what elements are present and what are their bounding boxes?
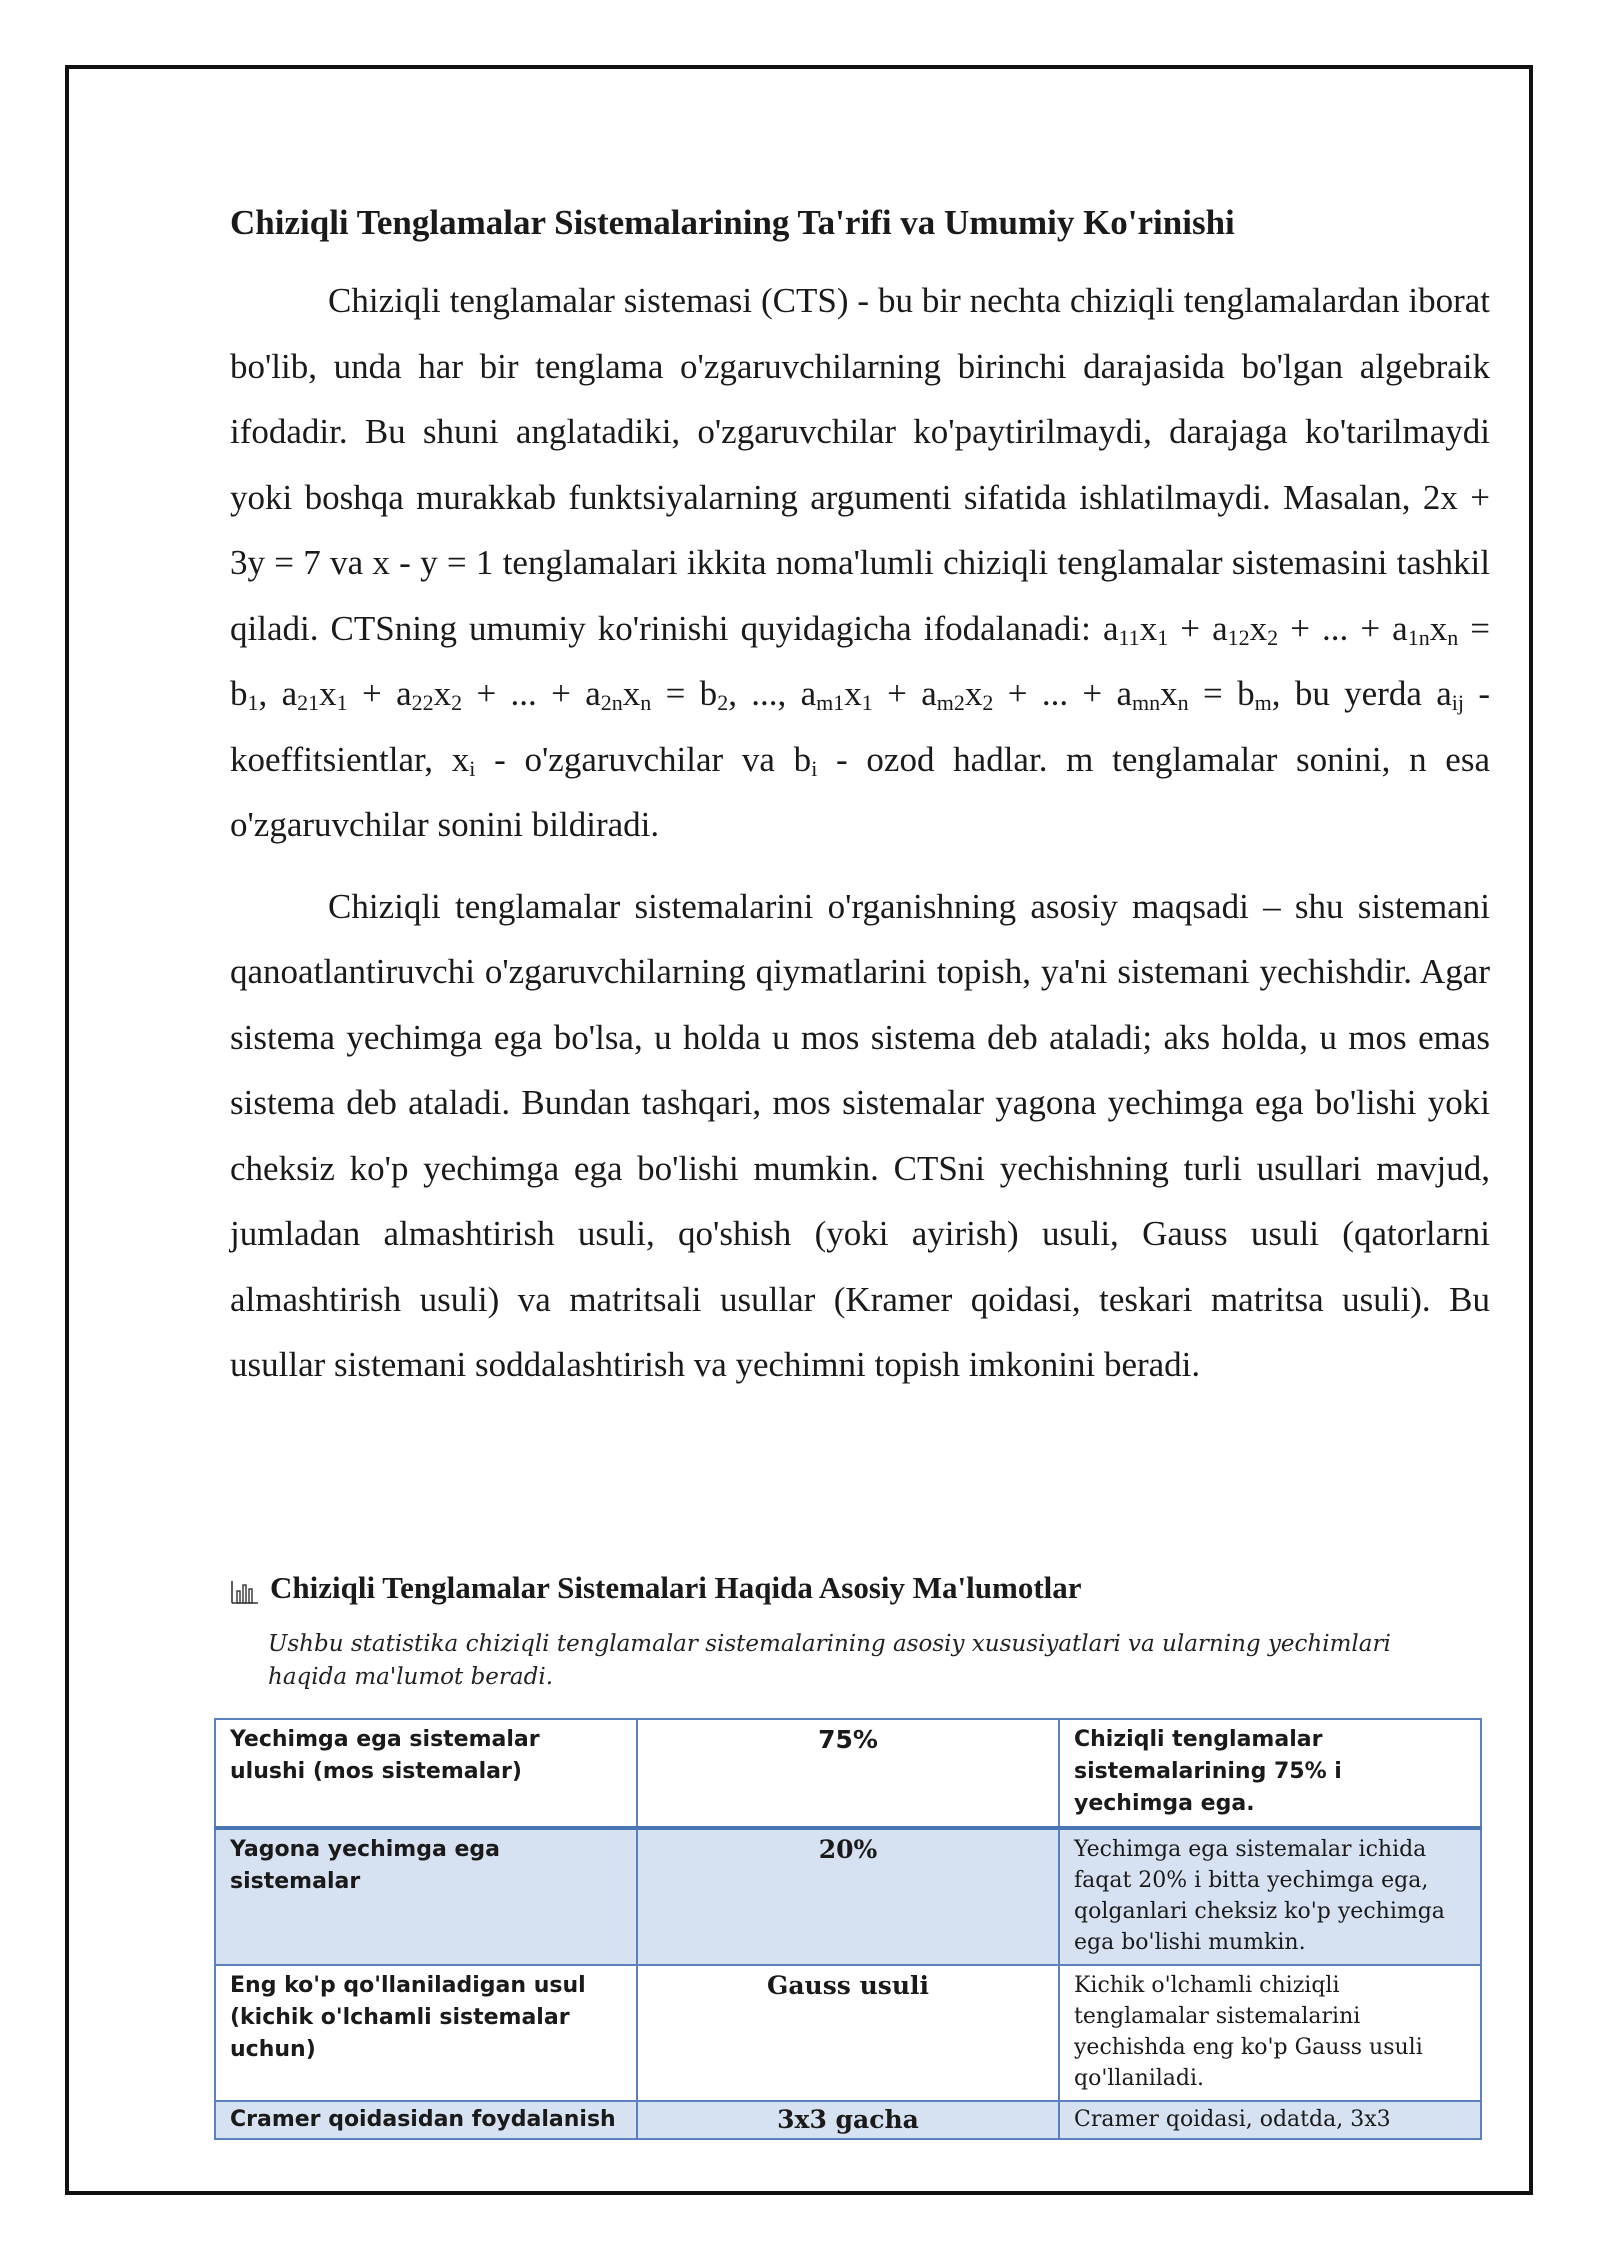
stats-title bbox=[230, 1568, 1082, 1608]
table-row bbox=[215, 1828, 1481, 1965]
row-description: Kichik o'lchamli chiziqli tenglamalar sistemalarini yechishda eng ko'p Gauss usuli qo'llaniladi. bbox=[1059, 1965, 1481, 2101]
section-heading: Chiziqli Tenglamalar Sistemalarining Ta'rifi va Umumiy Ko'rinishi bbox=[230, 203, 1235, 242]
row-label: Yechimga ega sistemalar ulushi (mos sistemalar) bbox=[215, 1719, 637, 1828]
row-description: Yechimga ega sistemalar ichida faqat 20% i bitta yechimga ega, qolganlari cheksiz ko'p yechimga ega bo'lishi mumkin. bbox=[1059, 1828, 1481, 1965]
row-value: 3x3 gacha bbox=[637, 2101, 1059, 2139]
table-row bbox=[215, 2101, 1481, 2139]
stats-title-text: Chiziqli Tenglamalar Sistemalari Haqida Asosiy Ma'lumotlar bbox=[270, 1570, 1082, 1605]
row-value: Gauss usuli bbox=[637, 1965, 1059, 2101]
row-description: Chiziqli tenglamalar sistemalarining 75% i yechimga ega. bbox=[1059, 1719, 1481, 1828]
stats-table bbox=[214, 1718, 1482, 2140]
document-body bbox=[230, 200, 1490, 1414]
row-value: 20% bbox=[637, 1828, 1059, 1965]
table-row bbox=[215, 1965, 1481, 2101]
bar-chart-icon bbox=[230, 1575, 260, 1601]
row-label: Yagona yechimga ega sistemalar bbox=[215, 1828, 637, 1965]
row-description: Cramer qoidasi, odatda, 3x3 bbox=[1059, 2101, 1481, 2139]
paragraph-definition: Chiziqli tenglamalar sistemasi (CTS) - bu bir nechta chiziqli tenglamalardan iborat bo'lib, unda har bir tenglama o'zgaruvchilarning birinchi darajasida bo'lgan algebraik ifodadir. Bu shuni anglatadiki, o'zgaruvchilar ko'paytirilmaydi, darajaga ko'tarilmaydi yoki boshqa murakkab funktsiyalarning argumenti sifatida ishlatilmaydi. Masalan, 2x + 3y = 7 va x - y = 1 tenglamalari ikkita noma'lumli chiziqli tenglamalar sistemasini tashkil qiladi. CTSning umumiy ko'rinishi quyidagicha ifodalanadi: $a_{11}x_1 + a_{12}x_2$ + ... + $a_{1n}x_n = b_1$, $a_{21}x_1 + a_{22}x_2$ + ... + $a_{2n}x_n = b_2$, ..., $a_{m1}x_1 + a_{m2}x_2$ + ... + $a_{mn}x_n = b_m$, bu yerda $a_{ij}$ - koeffitsientlar, $x_i$ - o'zgaruvchilar va $b_i$ - ozod hadlar. m tenglamalar sonini, n esa o'zgaruvchilar sonini bildiradi. bbox=[230, 281, 1491, 844]
paragraph-purpose: Chiziqli tenglamalar sistemalarini o'rganishning asosiy maqsadi – shu sistemani qanoatlantiruvchi o'zgaruvchilarning qiymatlarini topish, ya'ni sistemani yechishdir. Agar sistema yechimga ega bo'lsa, u holda u mos sistema deb ataladi; aks holda, u mos emas sistema deb ataladi. Bundan tashqari, mos sistemalar yagona yechimga ega bo'lishi yoki cheksiz ko'p yechimga ega bo'lishi mumkin. CTSni yechishning turli usullari mavjud, jumladan almashtirish usuli, qo'shish (yoki ayirish) usuli, Gauss usuli (qatorlarni almashtirish usuli) va matritsali usullar (Kramer qoidasi, teskari matritsa usuli). Bu usullar sistemani soddalashtirish va yechimni topish imkonini beradi. bbox=[230, 886, 1490, 1384]
row-label: Eng ko'p qo'llaniladigan usul (kichik o'lchamli sistemalar uchun) bbox=[215, 1965, 637, 2101]
stats-description: Ushbu statistika chiziqli tenglamalar sistemalarining asosiy xususiyatlari va ularning yechimlari haqida ma'lumot beradi. bbox=[268, 1631, 1391, 1690]
row-label: Cramer qoidasidan foydalanish bbox=[215, 2101, 637, 2139]
row-value: 75% bbox=[637, 1719, 1059, 1828]
table-row bbox=[215, 1719, 1481, 1828]
